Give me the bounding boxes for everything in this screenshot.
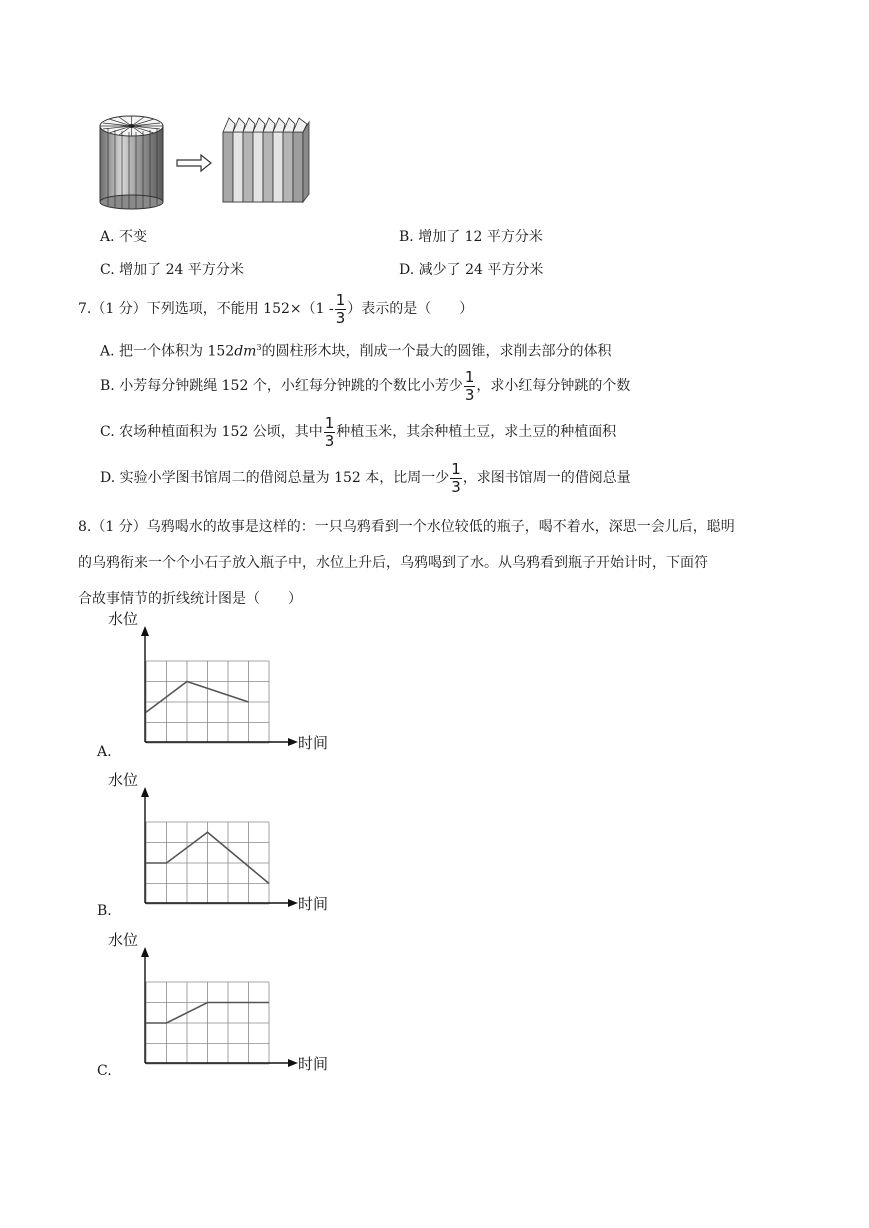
cylinder-icon [100,116,163,209]
x-axis-label: 时间 [298,734,329,752]
q6-option-d[interactable]: D. 减少了 24 平方分米 [399,262,544,278]
q7-option-d[interactable]: D. 实验小学图书馆周二的借阅总量为 152 本，比周一少 $\frac{1}{3}$ ，求图书馆周一的借阅总量 [100,459,631,496]
q6-option-b[interactable]: B. 增加了 12 平方分米 [399,229,543,245]
x-axis-label: 时间 [298,1055,329,1073]
q8-option-a-label[interactable]: A. [97,744,112,760]
q7-option-b[interactable]: B. 小芳每分钟跳绳 152 个，小红每分钟跳的个数比小芳少 $\frac{1}{3}$ ，求小红每分钟跳的个数 [100,367,631,404]
q7-c-fraction: $\frac{1}{3}$ [324,413,335,450]
y-axis-arrow-icon [141,626,149,636]
y-axis-label: 水位 [108,771,139,789]
q8-option-c-label[interactable]: C. [97,1063,112,1079]
series-line [146,682,249,713]
arrow-right-icon [177,155,211,171]
q6-option-a[interactable]: A. 不变 [100,229,148,245]
x-axis-arrow-icon [288,899,298,907]
y-axis-arrow-icon [141,947,149,957]
q7-option-c[interactable]: C. 农场种植面积为 152 公顷，其中 $\frac{1}{3}$ 种植玉米，其余种植土豆，求土豆的种植面积 [100,413,617,450]
q7-option-a[interactable]: A. 把一个体积为 $152dm^3$的圆柱形木块，削成一个最大的圆锥，求削去部分的体积 [100,343,612,360]
y-axis-arrow-icon [141,787,149,797]
q7-fraction: $\frac{1}{3}$ [335,290,346,327]
q7-stem: 7.（1 分）下列选项，不能用 152×（1 - $\frac{1}{3}$ ）表示的是（ ） [78,290,474,327]
q7-d-fraction: $\frac{1}{3}$ [451,459,461,496]
x-axis-arrow-icon [288,1059,298,1067]
q6-option-c[interactable]: C. 增加了 24 平方分米 [100,262,244,278]
wedge-slices-icon [223,118,309,202]
x-axis-arrow-icon [288,738,298,746]
x-axis-label: 时间 [298,895,329,913]
line-chart-b [100,767,340,927]
q8-stem-line: 合故事情节的折线统计图是（ ） [78,591,302,607]
q8-stem-line: 8.（1 分）乌鸦喝水的故事是这样的：一只乌鸦看到一个水位较低的瓶子，喝不着水，深思一会儿后，聪明 [78,519,735,535]
y-axis-label: 水位 [108,610,139,628]
y-axis-label: 水位 [108,931,139,949]
line-chart-a [100,606,340,766]
cylinder-transform-figure [95,110,315,210]
q8-stem [78,509,735,617]
line-chart-c [100,927,340,1087]
q8-stem-line: 的乌鸦衔来一个个小石子放入瓶子中，水位上升后，乌鸦喝到了水。从乌鸦看到瓶子开始计时，下面符 [78,555,708,571]
q8-option-b-label[interactable]: B. [97,903,112,919]
q7-b-fraction: $\frac{1}{3}$ [464,367,475,404]
